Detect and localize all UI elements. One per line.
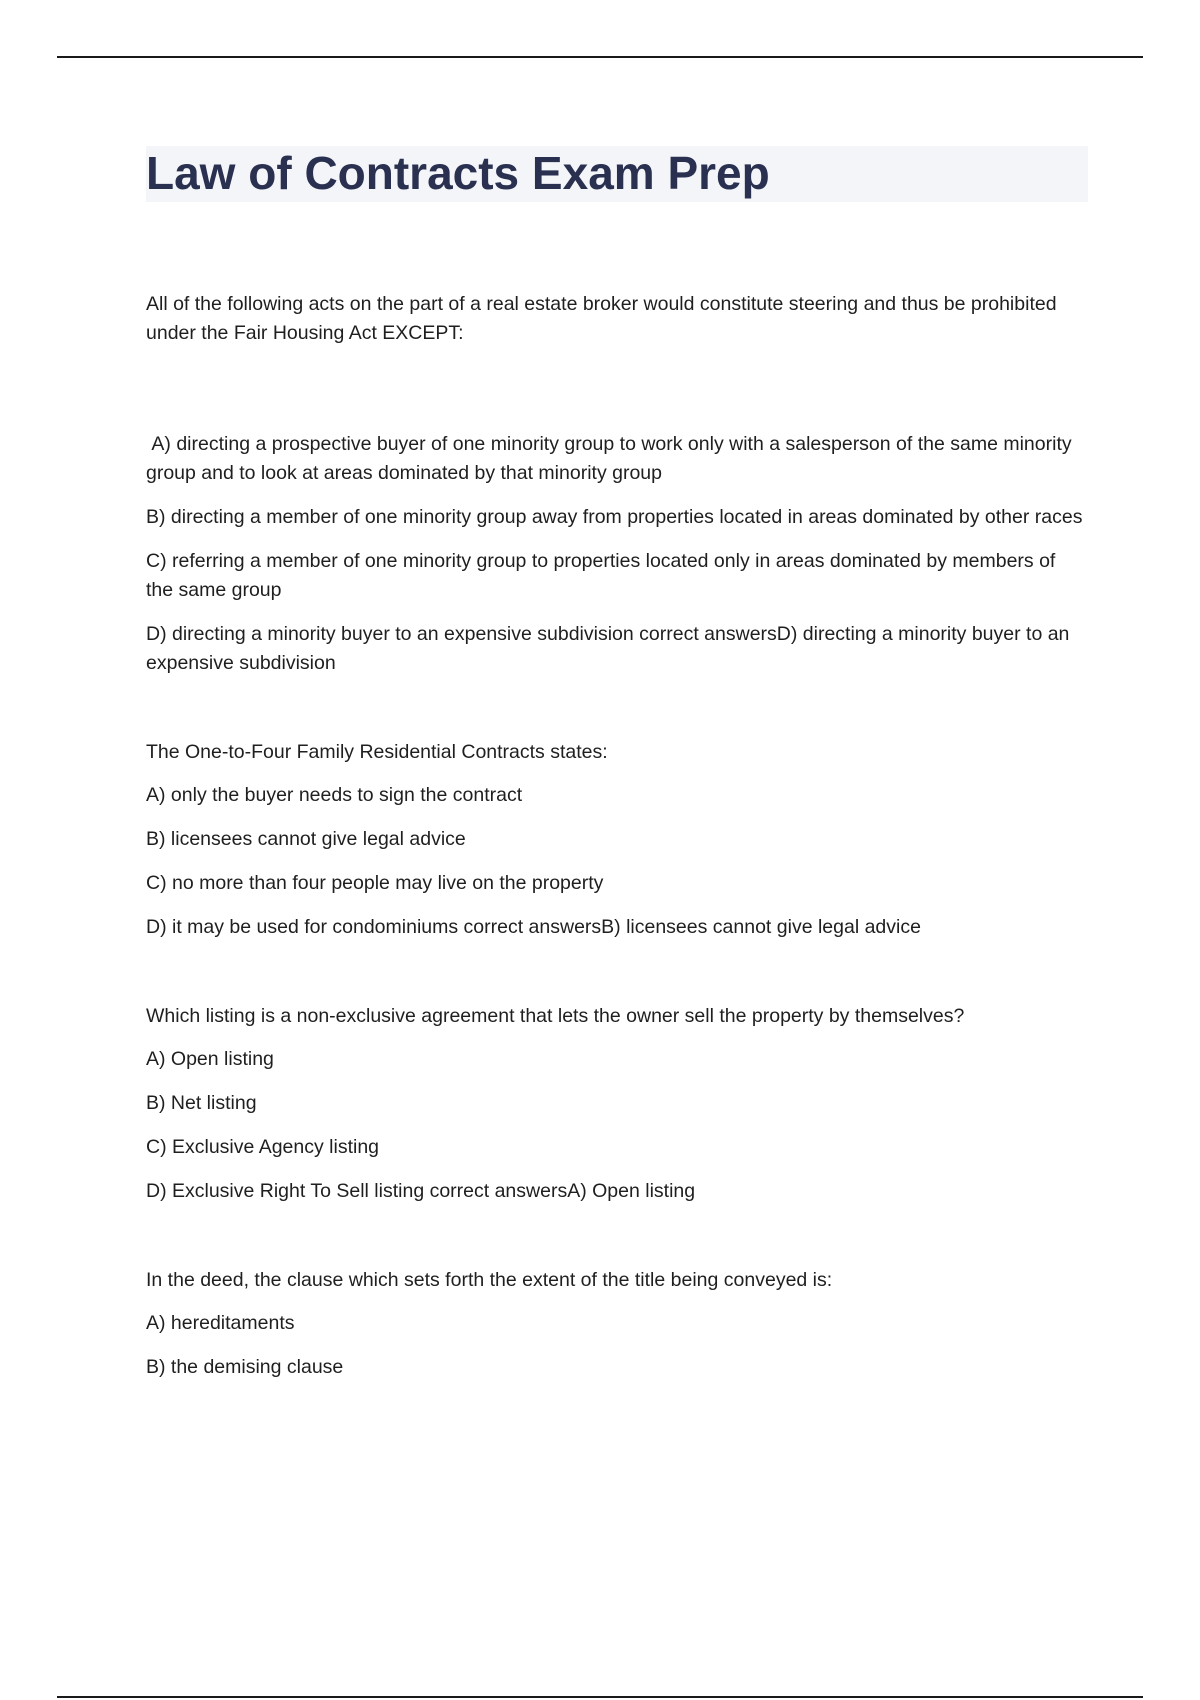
answer-option: C) no more than four people may live on the property [146,872,604,894]
top-rule [57,56,1143,58]
question-text: Which listing is a non-exclusive agreement that lets the owner sell the property by themselves? [146,1005,965,1027]
question-text: All of the following acts on the part of a real estate broker would constitute steering and thus be prohibited under the Fair Housing Act EXCEPT: [146,293,1057,344]
answer-option: A) Open listing [146,1048,274,1070]
answer-option: C) referring a member of one minority group to properties located only in areas dominated by members of the same group [146,550,1056,601]
answer-option: B) licensees cannot give legal advice [146,828,466,850]
answer-option: B) directing a member of one minority group away from properties located in areas dominated by other races [146,506,1083,528]
answer-option: A) hereditaments [146,1312,295,1334]
answer-option: D) Exclusive Right To Sell listing correct answersA) Open listing [146,1180,696,1202]
answer-option: D) it may be used for condominiums correct answersB) licensees cannot give legal advice [146,916,921,938]
question-block [146,290,1086,678]
question-block [146,1266,1086,1382]
answer-option: B) Net listing [146,1092,257,1114]
answer-option: A) directing a prospective buyer of one minority group to work only with a salesperson of the same minority group and to look at areas dominated by that minority group [146,433,1078,484]
answer-option: C) Exclusive Agency listing [146,1136,380,1158]
question-text: In the deed, the clause which sets forth the extent of the title being conveyed is: [146,1269,833,1291]
document-title: Law of Contracts Exam Prep [146,147,770,199]
bottom-rule [57,1696,1143,1698]
answer-option: A) only the buyer needs to sign the contract [146,784,523,806]
question-block [146,1002,1086,1206]
document-body [146,290,1086,1442]
question-text: The One-to-Four Family Residential Contracts states: [146,741,608,763]
answer-option: D) directing a minority buyer to an expensive subdivision correct answersD) directing a minority buyer to an expensive subdivision [146,623,1070,674]
answer-option: B) the demising clause [146,1356,344,1378]
question-block [146,738,1086,942]
